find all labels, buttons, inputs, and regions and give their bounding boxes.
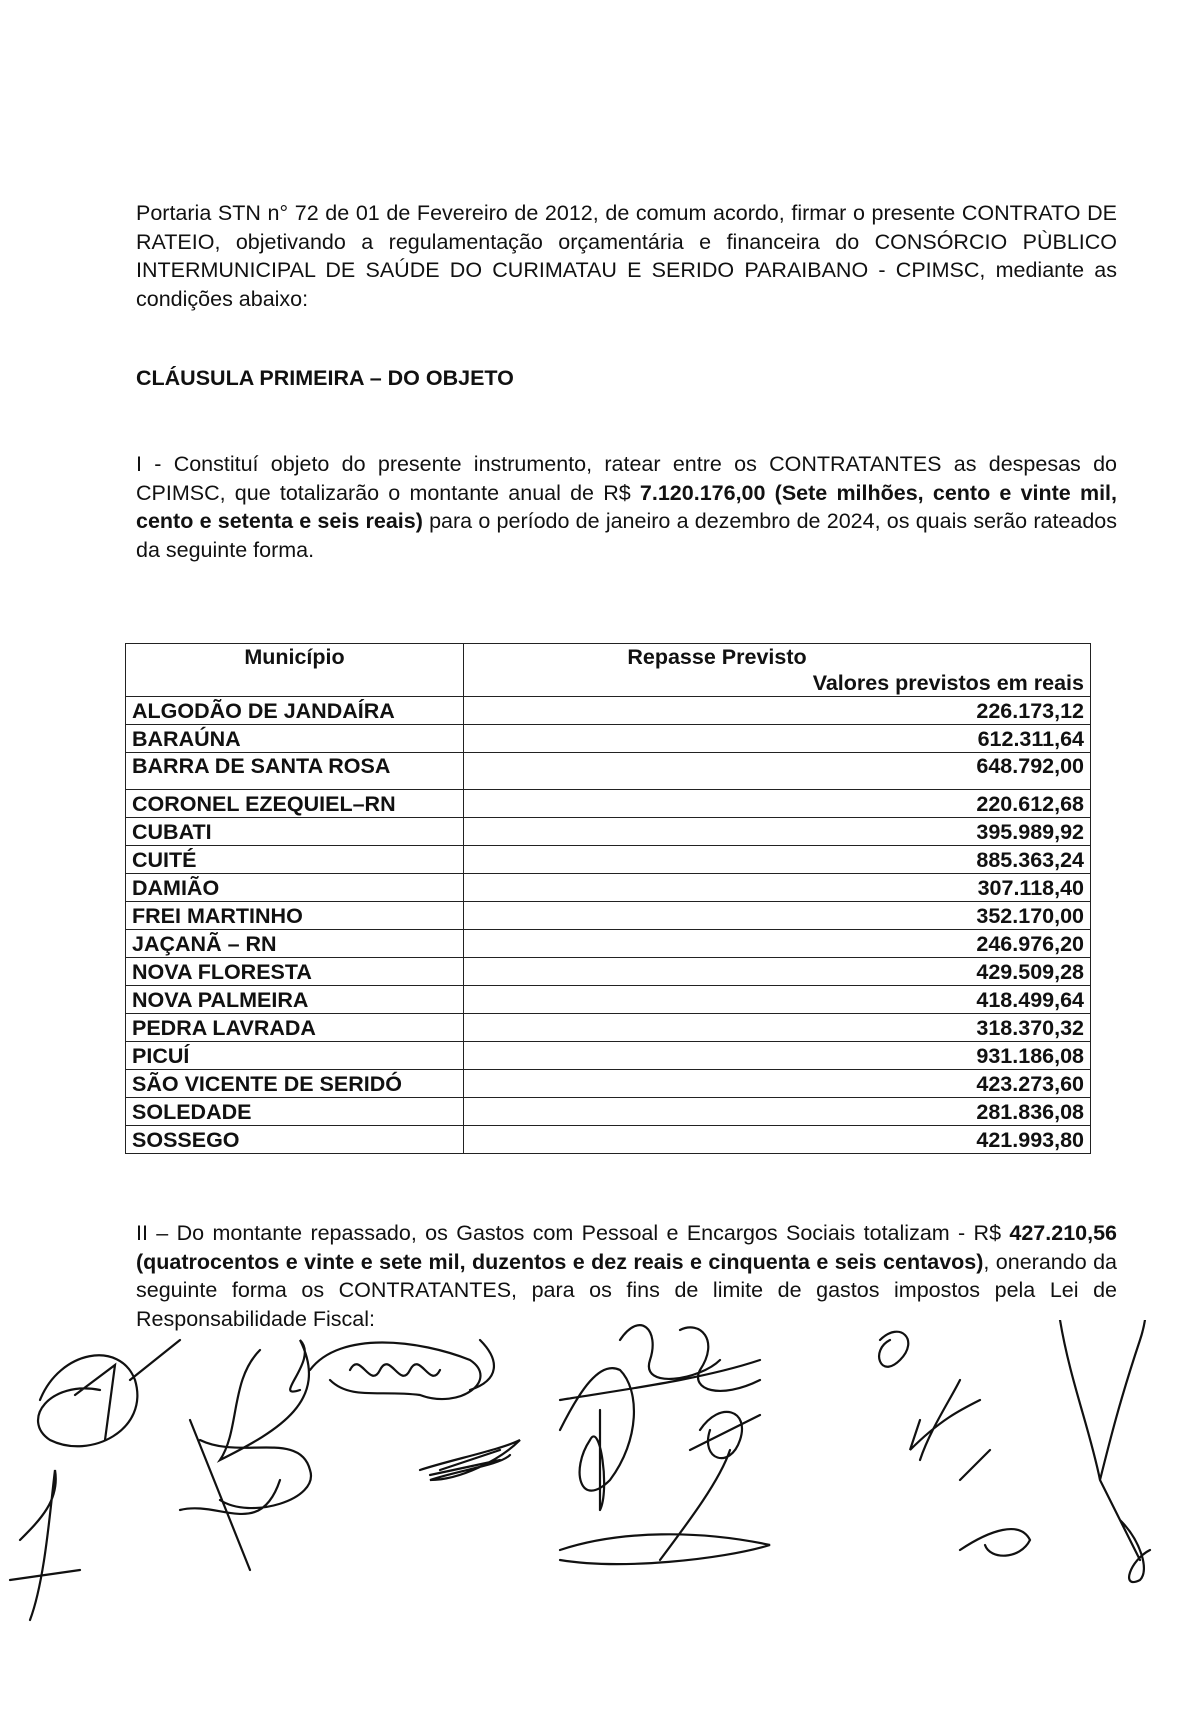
signature-3	[180, 1420, 311, 1570]
table-row	[126, 958, 1091, 986]
item-i-text: I - Constituí objeto do presente instrumento, ratear entre os CONTRATANTES as despesas do CPIMSC, que totalizarão o montante anual de R$	[136, 452, 1117, 505]
valor-cell: 423.273,60	[464, 1070, 1091, 1098]
table-row	[126, 986, 1091, 1014]
valor-cell: 307.118,40	[464, 874, 1091, 902]
signature-2	[220, 1340, 494, 1460]
item-ii-text-end: , onerando da seguinte forma os CONTRATANTES, para os fins de limite de gastos impostos pela Lei de Responsabilidade Fiscal:	[136, 1249, 1117, 1331]
table-row	[126, 846, 1091, 874]
table-row	[126, 902, 1091, 930]
header-repasse-title: Repasse Previsto	[627, 645, 807, 669]
municipio-cell: NOVA PALMEIRA	[126, 986, 464, 1014]
header-valores: Valores previstos em reais	[812, 671, 1084, 695]
header-municipio: Município	[126, 644, 464, 697]
municipio-cell: BARAÚNA	[126, 725, 464, 753]
valor-cell: 281.836,08	[464, 1098, 1091, 1126]
valor-cell: 246.976,20	[464, 930, 1091, 958]
municipio-cell: PEDRA LAVRADA	[126, 1014, 464, 1042]
valor-cell: 648.792,00	[464, 753, 1091, 790]
clause-heading: CLÁUSULA PRIMEIRA – DO OBJETO	[136, 366, 514, 390]
signature-10	[1059, 1320, 1150, 1582]
municipio-cell: CORONEL EZEQUIEL–RN	[126, 790, 464, 818]
valor-cell: 429.509,28	[464, 958, 1091, 986]
table-row	[126, 1126, 1091, 1154]
municipio-cell: CUITÉ	[126, 846, 464, 874]
item-i-paragraph	[136, 450, 1117, 564]
municipio-cell: SOSSEGO	[126, 1126, 464, 1154]
signature-1	[10, 1340, 180, 1620]
valor-cell: 418.499,64	[464, 986, 1091, 1014]
signature-7	[560, 1412, 770, 1564]
municipio-cell: SÃO VICENTE DE SERIDÓ	[126, 1070, 464, 1098]
signature-8	[879, 1332, 990, 1480]
table-row	[126, 753, 1091, 790]
municipio-cell: CUBATI	[126, 818, 464, 846]
table-row	[126, 697, 1091, 725]
intro-paragraph: Portaria STN n° 72 de 01 de Fevereiro de 2012, de comum acordo, firmar o presente CONTRATO DE RATEIO, objetivando a regulamentação orçamentária e financeira do CONSÓRCIO PÙBLICO INTERMUNICIPAL DE SAÚDE DO CURIMATAU E SERIDO PARAIBANO - CPIMSC, mediante as condições abaixo:	[136, 201, 1117, 311]
table-header-row	[126, 644, 1091, 697]
table-row	[126, 1070, 1091, 1098]
table-row	[126, 930, 1091, 958]
table-row	[126, 1042, 1091, 1070]
valor-cell: 885.363,24	[464, 846, 1091, 874]
item-i-text-end: para o período de janeiro a dezembro de 2024, os quais serão rateados da seguinte forma.	[136, 509, 1117, 562]
municipio-cell: JAÇANÃ – RN	[126, 930, 464, 958]
signature-6	[560, 1325, 760, 1400]
municipio-cell: BARRA DE SANTA ROSA	[126, 753, 464, 790]
item-ii-text: II – Do montante repassado, os Gastos com Pessoal e Encargos Sociais totalizam - R$	[136, 1221, 1010, 1245]
valor-cell: 220.612,68	[464, 790, 1091, 818]
item-i-amount: 7.120.176,00 (Sete milhões, cento e vinte mil, cento e setenta e seis reais)	[136, 480, 1117, 533]
signatures-area	[0, 1320, 1200, 1712]
table-row	[126, 874, 1091, 902]
municipio-cell: FREI MARTINHO	[126, 902, 464, 930]
municipio-cell: ALGODÃO DE JANDAÍRA	[126, 697, 464, 725]
valor-cell: 421.993,80	[464, 1126, 1091, 1154]
signature-9	[960, 1529, 1030, 1556]
valor-cell: 318.370,32	[464, 1014, 1091, 1042]
apportionment-table	[125, 643, 1091, 1154]
item-ii-paragraph	[136, 1219, 1117, 1333]
table-row	[126, 725, 1091, 753]
signature-4	[420, 1440, 520, 1480]
item-ii-amount: 427.210,56 (quatrocentos e vinte e sete mil, duzentos e dez reais e cinquenta e seis centavos)	[136, 1221, 1117, 1274]
valor-cell: 931.186,08	[464, 1042, 1091, 1070]
valor-cell: 226.173,12	[464, 697, 1091, 725]
header-repasse	[464, 644, 1091, 697]
valor-cell: 395.989,92	[464, 818, 1091, 846]
valor-cell: 352.170,00	[464, 902, 1091, 930]
municipio-cell: DAMIÃO	[126, 874, 464, 902]
municipio-cell: NOVA FLORESTA	[126, 958, 464, 986]
table-row	[126, 1014, 1091, 1042]
municipio-cell: SOLEDADE	[126, 1098, 464, 1126]
table-row	[126, 790, 1091, 818]
table-row	[126, 1098, 1091, 1126]
municipio-cell: PICUÍ	[126, 1042, 464, 1070]
table-row	[126, 818, 1091, 846]
table-body	[126, 697, 1091, 1154]
valor-cell: 612.311,64	[464, 725, 1091, 753]
